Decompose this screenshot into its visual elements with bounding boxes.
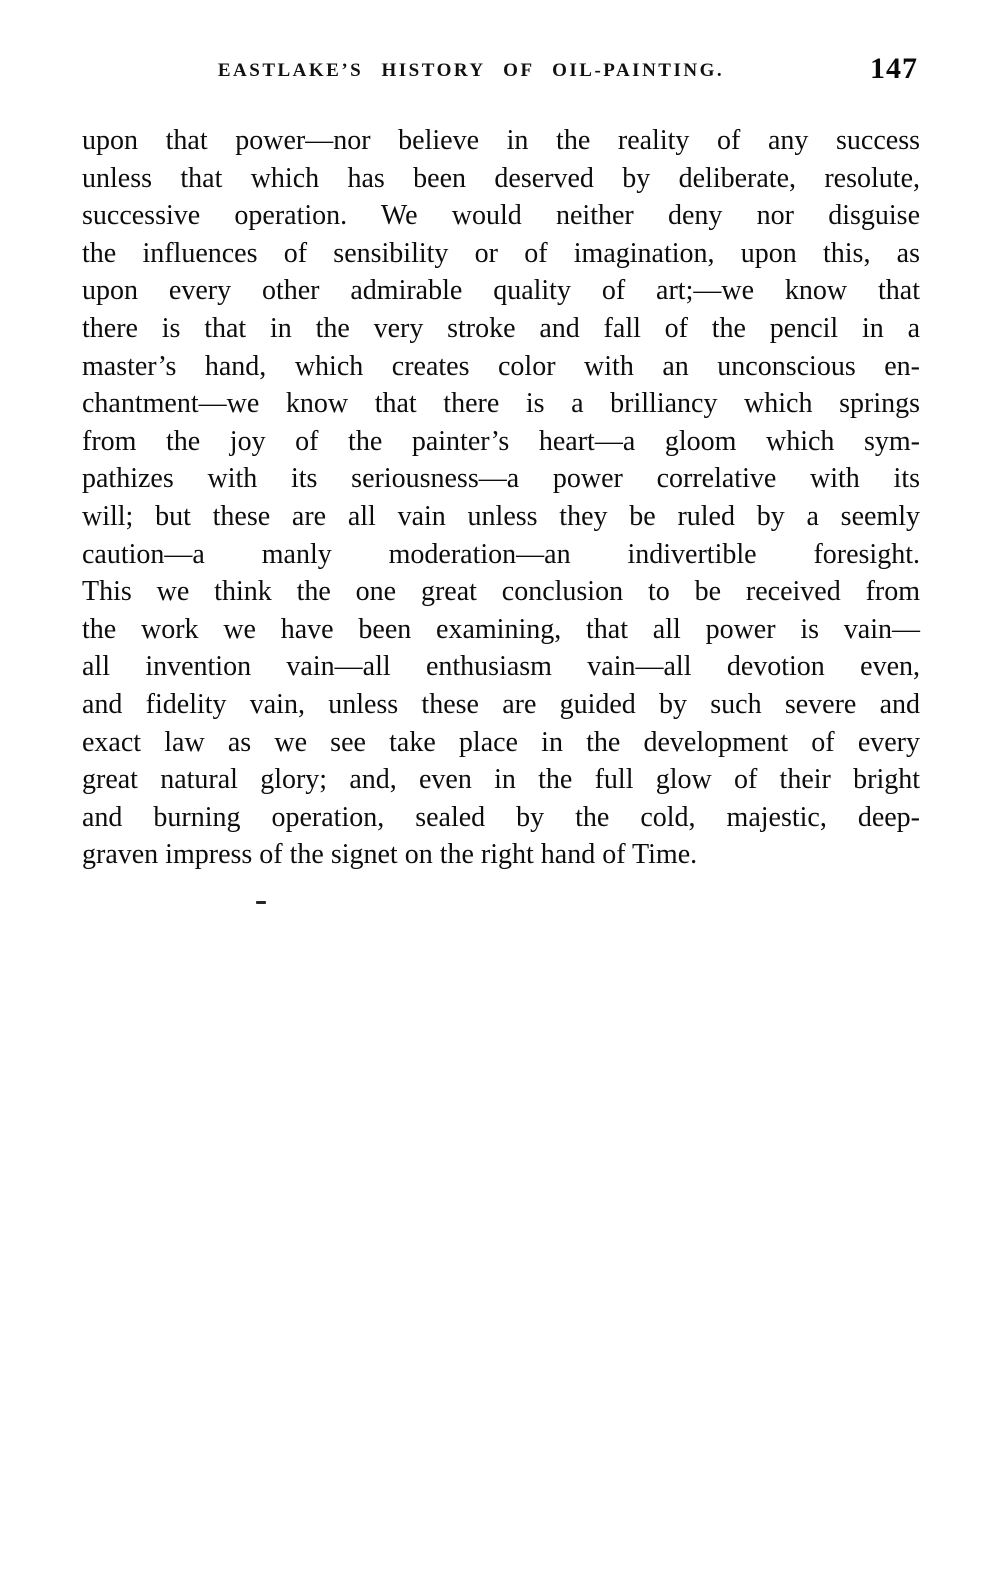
scan-artifact-mark <box>256 901 266 904</box>
text-line: upon that power—nor believe in the reality of any success <box>82 125 920 156</box>
text-line: will; but these are all vain unless they be ruled by a seemly <box>82 500 920 532</box>
running-header-title: EASTLAKE’S HISTORY OF OIL-PAINTING. <box>217 60 725 81</box>
page-number: 147 <box>870 52 918 85</box>
text-line: pathizes with its seriousness—a power correlative with its <box>82 463 920 495</box>
text-line: successive operation. We would neither deny nor disguise <box>82 200 920 232</box>
text-line: all invention vain—all enthusiasm vain—all devotion even, <box>82 651 920 683</box>
text-line: the influences of sensibility or of imagination, upon this, as <box>82 237 920 269</box>
text-line: unless that which has been deserved by deliberate, resolute, <box>82 162 920 194</box>
body-paragraph <box>82 122 920 874</box>
text-line: upon every other admirable quality of art;—we know that <box>82 275 920 307</box>
text-line: there is that in the very stroke and fall of the pencil in a <box>82 312 920 344</box>
text-line: and burning operation, sealed by the cold, majestic, deep- <box>82 801 920 833</box>
text-line: master’s hand, which creates color with an unconscious en- <box>82 350 920 382</box>
text-line: exact law as we see take place in the development of every <box>82 726 920 758</box>
text-line: great natural glory; and, even in the full glow of their bright <box>82 764 920 796</box>
text-line: chantment—we know that there is a brilliancy which springs <box>82 388 920 420</box>
running-header <box>82 52 920 88</box>
text-line: This we think the one great conclusion to be received from <box>82 576 920 608</box>
text-line: the work we have been examining, that all power is vain— <box>82 613 920 645</box>
text-line: and fidelity vain, unless these are guided by such severe and <box>82 688 920 720</box>
text-line: from the joy of the painter’s heart—a gloom which sym- <box>82 425 920 457</box>
text-line: graven impress of the signet on the right hand of Time. <box>82 839 698 871</box>
text-line: caution—a manly moderation—an indivertible foresight. <box>82 538 920 570</box>
